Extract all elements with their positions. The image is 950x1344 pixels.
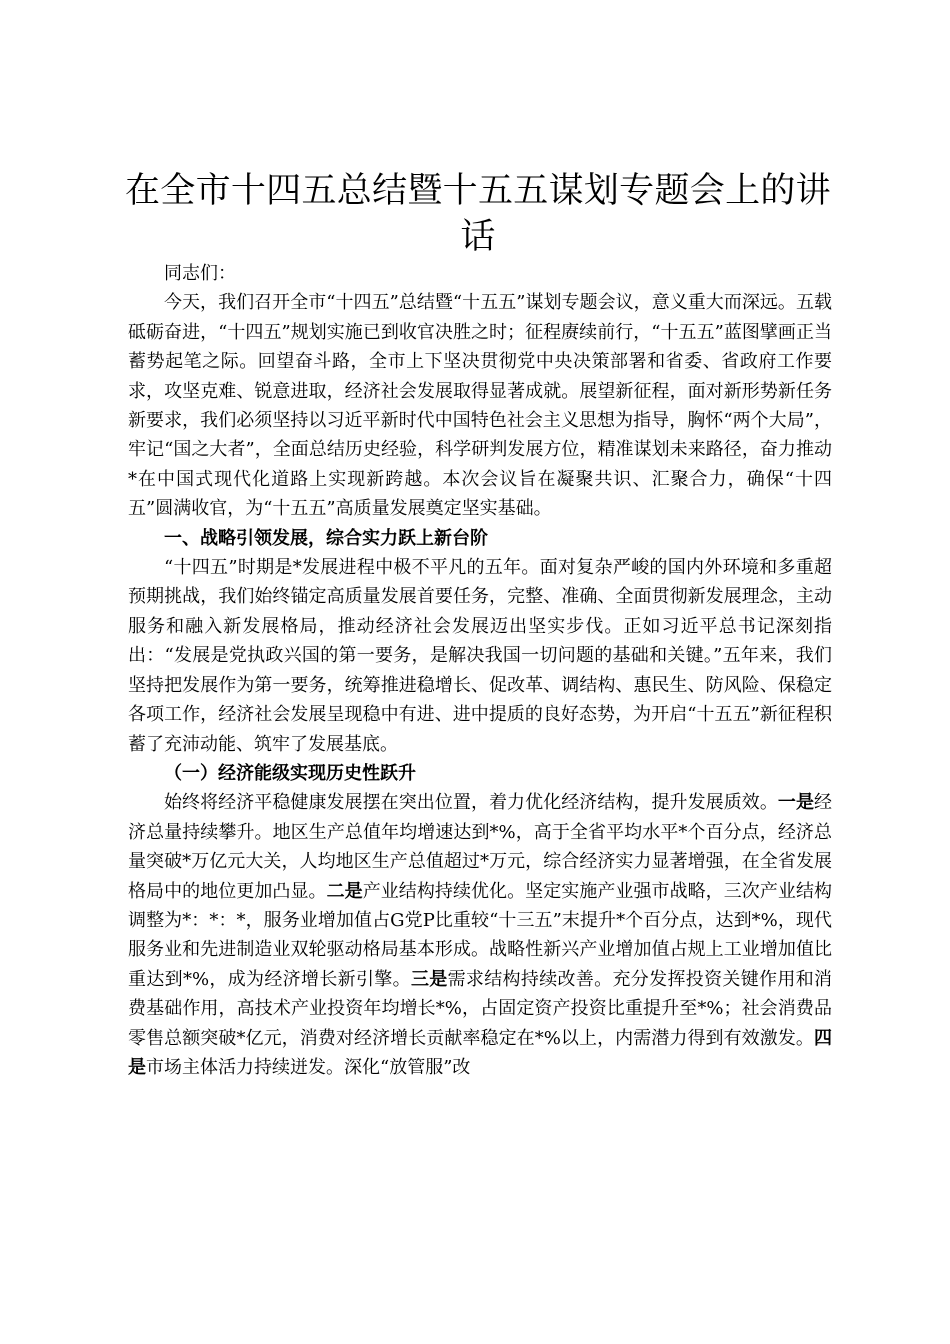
sub1-text-0: 始终将经济平稳健康发展摆在突出位置，着力优化经济结构，提升发展质效。: [164, 792, 778, 814]
section-heading-1: 一、战略引领发展，综合实力跃上新台阶: [164, 527, 488, 549]
sub1-text-4: 市场主体活力持续迸发。深化“放管服”改: [146, 1056, 471, 1078]
sub1-text-1: 经济总量持续攀升。地区生产总值年均增速达到*%，高于全省平均水平*个百分点，经济总量突破*万亿元大关，人均地区生产总值超过*万元，综合经济实力显著增强，在全省发展格局中的地位更加凸显。: [128, 792, 833, 902]
salutation: 同志们：: [164, 263, 236, 284]
subsection-heading-1: （一）经济能级实现历史性跃升: [164, 762, 416, 784]
sub1-lead-1: 一是: [777, 792, 815, 814]
sub1-text-3: 需求结构持续改善。充分发挥投资关键作用和消费基础作用，高技术产业投资年均增长*%，占固定资产投资比重提升至*%；社会消费品零售总额突破*亿元，消费对经济增长贡献率稳定在*%以上，内需潜力得到有效激发。: [128, 968, 833, 1049]
sub1-lead-3: 三是: [410, 968, 448, 990]
subsection-1-paragraph: [128, 788, 832, 1082]
intro-paragraph: 今天，我们召开全市“十四五”总结暨“十五五”谋划专题会议，意义重大而深远。五载砥砺奋进，“十四五”规划实施已到收官决胜之时；征程赓续前行，“十五五”蓝图擘画正当蓄势起笔之际。回望奋斗路，全市上下坚决贯彻党中央决策部署和省委、省政府工作要求，攻坚克难、锐意进取，经济社会发展取得显著成就。展望新征程，面对新形势新任务新要求，我们必须坚持以习近平新时代中国特色社会主义思想为指导，胸怀“两个大局”，牢记“国之大者”，全面总结历史经验，科学研判发展方位，精准谋划未来路径，奋力推动*在中国式现代化道路上实现新跨越。本次会议旨在凝聚共识、汇聚合力，确保“十四五”圆满收官，为“十五五”高质量发展奠定坚实基础。: [128, 292, 832, 520]
sub1-lead-2: 二是: [326, 880, 363, 902]
sub1-lead-4: 四是: [128, 1027, 832, 1078]
sub1-text-2: 产业结构持续优化。坚定实施产业强市战略，三次产业结构调整为*：*：*，服务业增加值占G党P比重较“十三五”末提升*个百分点，达到*%，现代服务业和先进制造业双轮驱动格局基本形成。战略性新兴产业增加值占规上工业增加值比重达到*%，成为经济增长新引擎。: [128, 880, 833, 990]
document-title: 在全市十四五总结暨十五五谋划专题会上的讲话: [124, 171, 831, 257]
section-1-paragraph: “十四五”时期是*发展进程中极不平凡的五年。面对复杂严峻的国内外环境和多重超预期挑战，我们始终锚定高质量发展首要任务，完整、准确、全面贯彻新发展理念，主动服务和融入新发展格局，推动经济社会发展迈出坚实步伐。正如习近平总书记深刻指出：“发展是党执政兴国的第一要务，是解决我国一切问题的基础和关键。”五年来，我们坚持把发展作为第一要务，统筹推进稳增长、促改革、调结构、惠民生、防风险、保稳定各项工作，经济社会发展呈现稳中有进、进中提质的良好态势，为开启“十五五”新征程积蓄了充沛动能、筑牢了发展基底。: [128, 557, 832, 755]
document-body: [128, 259, 832, 1082]
